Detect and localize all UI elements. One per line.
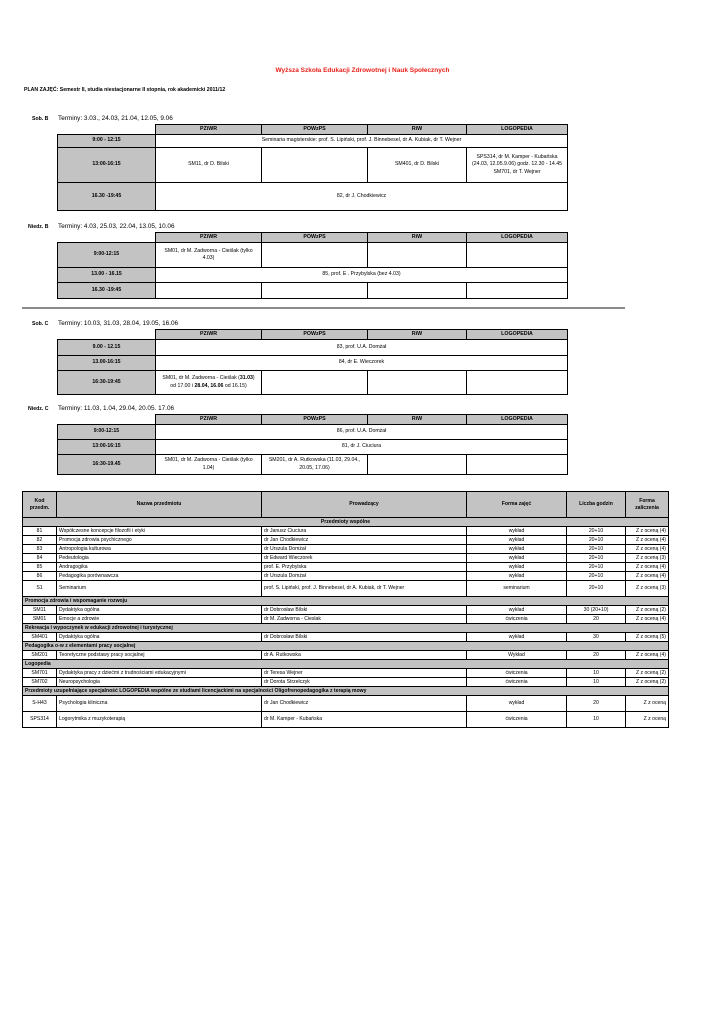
class-cell [467, 455, 568, 475]
course-code: SM01 [23, 615, 57, 624]
course-assessment: Z z oceną (3) [626, 554, 669, 563]
course-lecturer: dr Urszula Domżał [262, 545, 467, 554]
class-cell: 82, dr J. Chodkiewicz [156, 183, 568, 211]
class-cell [368, 243, 467, 268]
time-slot: 16:30-19.45 [58, 455, 156, 475]
course-lecturer: dr Jan Chodkiewicz [262, 696, 467, 712]
course-assessment: Z z oceną (4) [626, 572, 669, 581]
course-lecturer: dr Teresa Wejner [262, 669, 467, 678]
time-slot: 9.00 - 12.15 [58, 340, 156, 356]
column-header: POWzPS [262, 330, 368, 340]
course-row [23, 696, 669, 712]
course-column-header: Nazwa przedmiotu [57, 492, 262, 518]
course-hours: 10 [567, 669, 626, 678]
course-lecturer: dr Jan Chodkiewicz [262, 536, 467, 545]
course-lecturer: dr Urszula Domżał [262, 572, 467, 581]
course-lecturer: dr Edward Wieczorek [262, 554, 467, 563]
course-row [23, 554, 669, 563]
column-header: PZiWR [156, 330, 262, 340]
class-cell [262, 148, 368, 183]
course-assessment: Z z oceną (4) [626, 536, 669, 545]
course-row [23, 651, 669, 660]
column-header: LOGOPEDIA [467, 415, 568, 425]
time-slot: 16.30 -19:45 [58, 183, 156, 211]
course-lecturer: prof. S. Lipiński, prof. J. Binnebesel, dr A. Kubiak, dr T. Wejner [262, 581, 467, 597]
course-assessment: Z z oceną [626, 712, 669, 728]
column-header: POWzPS [262, 125, 368, 135]
course-hours: 30 (20+10) [567, 606, 626, 615]
class-cell [368, 455, 467, 475]
course-name: Pedagogika porównawcza [57, 572, 262, 581]
course-lecturer: dr Janusz Ciuciura [262, 527, 467, 536]
section-header: Pedagogika o-w z elementami pracy socjalnej [23, 642, 669, 651]
course-name: Teoretyczne podstawy pracy socjalnej [57, 651, 262, 660]
time-slot: 9:00 - 12:15 [58, 135, 156, 148]
course-row [23, 527, 669, 536]
schedule-table-niedz-c [57, 414, 568, 475]
course-name: Dydaktyka pracy z dziećmi z trudnościami edukacyjnymi [57, 669, 262, 678]
course-name: Antropologia kulturowa [57, 545, 262, 554]
course-lecturer: dr M. Kamper - Kubańska [262, 712, 467, 728]
course-row [23, 572, 669, 581]
time-slot: 16.30 -19:45 [58, 283, 156, 299]
course-form: ćwiczenia [467, 712, 567, 728]
schedule-table-niedz-b [57, 232, 568, 299]
course-hours: 20+10 [567, 563, 626, 572]
class-cell: 86, prof. U.A. Domżał [156, 425, 568, 440]
course-hours: 20+10 [567, 536, 626, 545]
course-lecturer: dr Dorota Strzelczyk [262, 678, 467, 687]
section-header: Przedmioty uzupełniające specjalność LOGOPEDIA wspólne ze studiami licencjackimi na specjalności Oligofrenopedagogika z terapią mowy [23, 687, 669, 696]
column-header: RiW [368, 415, 467, 425]
course-assessment: Z z oceną (4) [626, 545, 669, 554]
course-name: Andragogika [57, 563, 262, 572]
course-column-header: Kod przedm. [23, 492, 57, 518]
course-code: 82 [23, 536, 57, 545]
column-header: LOGOPEDIA [467, 330, 568, 340]
column-header: PZiWR [156, 233, 262, 243]
class-cell: SM401, dr D. Bilski [368, 148, 467, 183]
course-form: wykład [467, 545, 567, 554]
class-cell: 85, prof. E . Przybylska (bez 4.03) [156, 268, 568, 283]
course-code: SPS314 [23, 712, 57, 728]
day-label: Sob. C [32, 321, 49, 327]
day-terms: Terminy: 11.03, 1.04, 29.04, 20.05. 17.06 [58, 405, 175, 412]
course-form: wykład [467, 563, 567, 572]
course-assessment: Z z oceną (3) [626, 581, 669, 597]
class-cell: Seminaria magisterskie: prof. S. Lipiński, prof. J. Binnebesel, dr A. Kubiak, dr T. Wejner [156, 135, 568, 148]
section-header: Przedmioty wspólne [23, 518, 669, 527]
day-label: Niedz. B [28, 224, 49, 230]
course-column-header: Liczba godzin [567, 492, 626, 518]
course-row [23, 545, 669, 554]
course-hours: 20 [567, 696, 626, 712]
course-assessment: Z z oceną (2) [626, 669, 669, 678]
course-column-header: Forma zaliczenia [626, 492, 669, 518]
course-hours: 10 [567, 678, 626, 687]
column-header: LOGOPEDIA [467, 233, 568, 243]
course-form: ćwiczenia [467, 678, 567, 687]
course-name: Psychologia kliniczna [57, 696, 262, 712]
class-cell: 83, prof. U.A. Domżał [156, 340, 568, 356]
course-form: wykład [467, 536, 567, 545]
class-cell [467, 283, 568, 299]
section-header: Logopedia [23, 660, 669, 669]
course-assessment: Z z oceną [626, 696, 669, 712]
course-row [23, 581, 669, 597]
course-code: 86 [23, 572, 57, 581]
course-row [23, 678, 669, 687]
course-code: 83 [23, 545, 57, 554]
course-form: ćwiczenia [467, 669, 567, 678]
course-hours: 30 [567, 633, 626, 642]
column-header: POWzPS [262, 415, 368, 425]
course-form: wykład [467, 527, 567, 536]
section-divider [22, 307, 625, 309]
course-form: ćwiczenia [467, 615, 567, 624]
course-code: SM702 [23, 678, 57, 687]
course-lecturer: dr Dobrosław Bilski [262, 606, 467, 615]
time-slot: 13.00 - 16.15 [58, 268, 156, 283]
course-form: seminarium [467, 581, 567, 597]
course-row [23, 536, 669, 545]
course-row [23, 669, 669, 678]
class-cell [262, 371, 368, 395]
course-lecturer: dr M. Zadworna - Cieslak [262, 615, 467, 624]
course-name: Dydaktyka ogólna [57, 633, 262, 642]
course-lecturer: dr A. Rutkowska [262, 651, 467, 660]
course-name: Pedeutologia [57, 554, 262, 563]
day-label: Niedz. C [28, 406, 49, 412]
course-form: wykład [467, 606, 567, 615]
course-assessment: Z z oceną (2) [626, 678, 669, 687]
course-row [23, 563, 669, 572]
class-cell: SPS314, dr M. Kamper - Kubańska (24.03, 12.05.9.06) godz. 12.30 - 14.45 SM701, dr T. Wejner [467, 148, 568, 183]
time-slot: 9:00-12:15 [58, 425, 156, 440]
course-code: SM701 [23, 669, 57, 678]
day-terms: Terminy: 3.03., 24.03, 21.04, 12.05, 9.06 [58, 115, 173, 122]
class-cell [262, 283, 368, 299]
column-header: PZiWR [156, 125, 262, 135]
course-code: SM11 [23, 606, 57, 615]
day-label: Sob. B [32, 116, 49, 122]
course-hours: 20+10 [567, 545, 626, 554]
column-header: LOGOPEDIA [467, 125, 568, 135]
class-cell [368, 283, 467, 299]
course-assessment: Z z oceną (4) [626, 527, 669, 536]
course-lecturer: dr Dobrosław Bilski [262, 633, 467, 642]
course-name: Promocja zdrowia psychicznego [57, 536, 262, 545]
course-code: S-H43 [23, 696, 57, 712]
course-assessment: Z z oceną (4) [626, 563, 669, 572]
column-header: PZiWR [156, 415, 262, 425]
column-header: POWzPS [262, 233, 368, 243]
course-name: Neuropsychologia [57, 678, 262, 687]
class-cell: SM11, dr D. Bilski [156, 148, 262, 183]
course-form: wykład [467, 696, 567, 712]
course-code: 81 [23, 527, 57, 536]
class-cell: SM201, dr A. Rutkowska (11.03, 29.04., 20.05, 17.06) [262, 455, 368, 475]
course-lecturer: prof. E. Przybylska [262, 563, 467, 572]
page-title: Wyższa Szkoła Edukacji Zdrowotnej i Nauk Społecznych [275, 67, 450, 74]
course-name: Dydaktyka ogólna [57, 606, 262, 615]
course-assessment: Z z oceną (5) [626, 633, 669, 642]
course-hours: 20 [567, 615, 626, 624]
time-slot: 9:00-12:15 [58, 243, 156, 268]
course-code: SM401 [23, 633, 57, 642]
course-hours: 20 [567, 651, 626, 660]
course-assessment: Z z oceną (4) [626, 651, 669, 660]
class-cell [262, 243, 368, 268]
course-hours: 20+10 [567, 527, 626, 536]
course-name: Współczesne koncepcje filozofii i etyki [57, 527, 262, 536]
section-header: Promocja zdrowia i wspomaganie rozwoju [23, 597, 669, 606]
course-code: SM201 [23, 651, 57, 660]
course-name: Emocje a zdrowie [57, 615, 262, 624]
plan-subtitle: PLAN ZAJĘĆ: Semestr II, studia niestacjonarne II stopnia, rok akademicki 2011/12 [24, 87, 226, 93]
course-form: Wykład [467, 651, 567, 660]
column-header: RiW [368, 330, 467, 340]
time-slot: 13.00-16:15 [58, 356, 156, 371]
time-slot: 13:00-16:15 [58, 148, 156, 183]
class-cell: 84, dr E. Wieczorek [156, 356, 568, 371]
class-cell [368, 371, 467, 395]
column-header: RiW [368, 125, 467, 135]
course-row [23, 615, 669, 624]
class-cell: SM01, dr M. Zadworna - Cieślak (tylko 1.04) [156, 455, 262, 475]
course-assessment: Z z oceną (4) [626, 615, 669, 624]
course-hours: 20+10 [567, 554, 626, 563]
course-hours: 20+10 [567, 572, 626, 581]
class-cell [467, 371, 568, 395]
course-name: Seminarium [57, 581, 262, 597]
class-cell [156, 283, 262, 299]
course-form: wykład [467, 633, 567, 642]
course-hours: 20+10 [567, 581, 626, 597]
course-code: S1 [23, 581, 57, 597]
class-cell: 81, dr J. Ciuciura [156, 440, 568, 455]
class-cell [467, 243, 568, 268]
course-name: Logorytmika z muzykoterapią [57, 712, 262, 728]
column-header: RiW [368, 233, 467, 243]
course-form: wykład [467, 572, 567, 581]
course-column-header: Forma zajęć [467, 492, 567, 518]
schedule-table-sob-b [57, 124, 568, 211]
day-terms: Terminy: 4.03, 25.03, 22.04, 13.05, 10.06 [58, 223, 175, 230]
course-table [22, 491, 669, 728]
class-cell: SM01, dr M. Zadworna - Cieślak (tylko 4.03) [156, 243, 262, 268]
course-code: 85 [23, 563, 57, 572]
course-row [23, 633, 669, 642]
course-code: 84 [23, 554, 57, 563]
class-cell: SM01, dr M. Zadworna - Cieślak (31.03) od 17.00 i 28.04, 16.06 od 16.15) [156, 371, 262, 395]
course-hours: 10 [567, 712, 626, 728]
time-slot: 13:00-16:15 [58, 440, 156, 455]
course-column-header: Prowadzący [262, 492, 467, 518]
time-slot: 16:30-19:45 [58, 371, 156, 395]
course-assessment: Z z oceną (2) [626, 606, 669, 615]
course-row [23, 606, 669, 615]
course-form: wykład [467, 554, 567, 563]
section-header: Rekreacja i wypoczynek w edukacji zdrowotnej i turystycznej [23, 624, 669, 633]
day-terms: Terminy: 10.03, 31.03, 28.04, 19.05, 16.06 [58, 320, 179, 327]
course-row [23, 712, 669, 728]
schedule-table-sob-c [57, 329, 568, 395]
